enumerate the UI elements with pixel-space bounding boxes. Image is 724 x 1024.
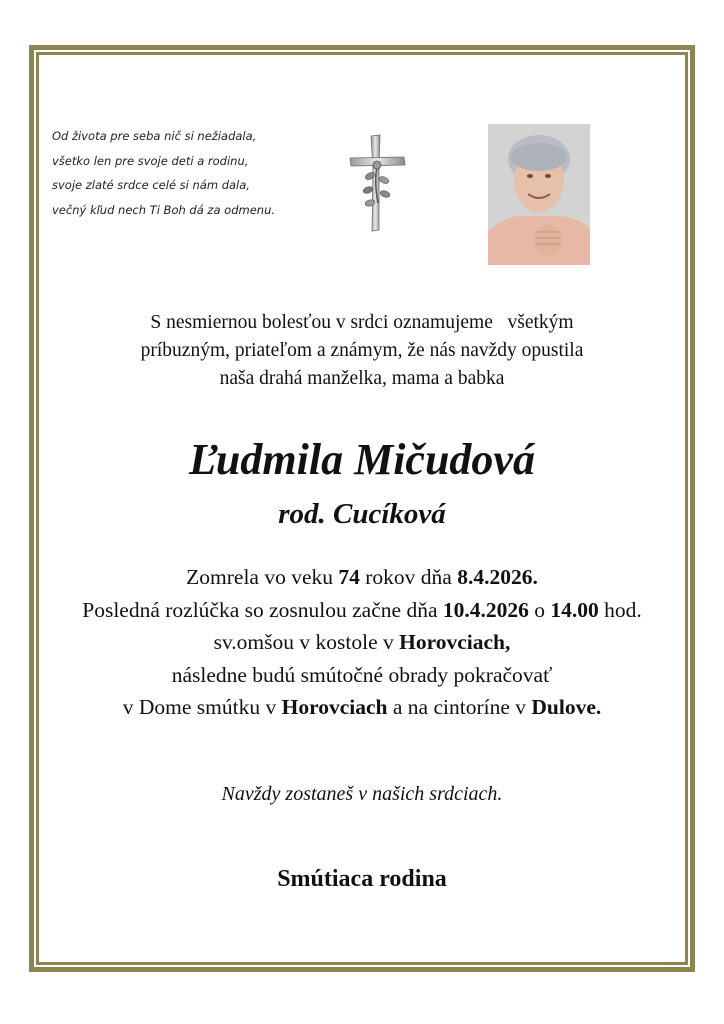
funeral-details: [0, 561, 724, 724]
text: o: [528, 597, 551, 622]
death-info-line: [0, 561, 724, 594]
funeral-time-line: [0, 594, 724, 627]
text: hod.: [598, 597, 642, 622]
poem-line: Od života pre seba nič si nežiadala,: [52, 129, 257, 143]
funeral-time: 14.00: [550, 597, 599, 622]
poem-line: svoje zlaté srdce celé si nám dala,: [52, 178, 250, 192]
announcement-line: príbuzným, priateľom a známym, že nás navždy opustila: [140, 340, 584, 361]
text: a na cintoríne v: [387, 695, 532, 720]
text: rokov dňa: [359, 565, 458, 589]
portrait-photo: [488, 124, 590, 265]
text: Posledná rozlúčka so zosnulou začne dňa: [82, 597, 443, 622]
text: v Dome smútku v: [122, 695, 282, 720]
cemetery-place: Dulove.: [531, 695, 602, 720]
poem-line: večný kľud nech Ti Boh dá za odmenu.: [52, 202, 276, 217]
text: sv.omšou v kostole v: [213, 630, 400, 655]
age: 74: [338, 565, 360, 589]
memorial-poem: [52, 124, 275, 222]
deceased-name: Ľudmila Mičudová: [189, 435, 535, 484]
mass-line: [0, 626, 724, 659]
funeral-date: 10.4.2026: [442, 597, 529, 622]
church-place: Horovciach,: [399, 630, 511, 655]
maiden-name: rod. Cucíková: [278, 498, 446, 530]
announcement-line: naša drahá manželka, mama a babka: [219, 368, 505, 389]
announcement-line: S nesmiernou bolesťou v srdci oznamujeme všetkým: [150, 312, 574, 333]
funeral-home-place: Horovciach: [281, 695, 388, 720]
text: Zomrela vo veku: [186, 565, 339, 589]
date-of-death: 8.4.2026.: [457, 565, 538, 589]
farewell-message: Navždy zostaneš v našich srdciach.: [221, 783, 503, 805]
signature: Smútiaca rodina: [277, 866, 447, 892]
burial-line: [0, 691, 724, 724]
text: následne budú smútočné obrady pokračovať: [171, 662, 553, 687]
poem-line: všetko len pre svoje deti a rodinu,: [52, 153, 249, 168]
announcement-text: [0, 309, 724, 393]
ceremony-line: [0, 659, 724, 692]
cross-with-rose-icon: [344, 128, 412, 240]
